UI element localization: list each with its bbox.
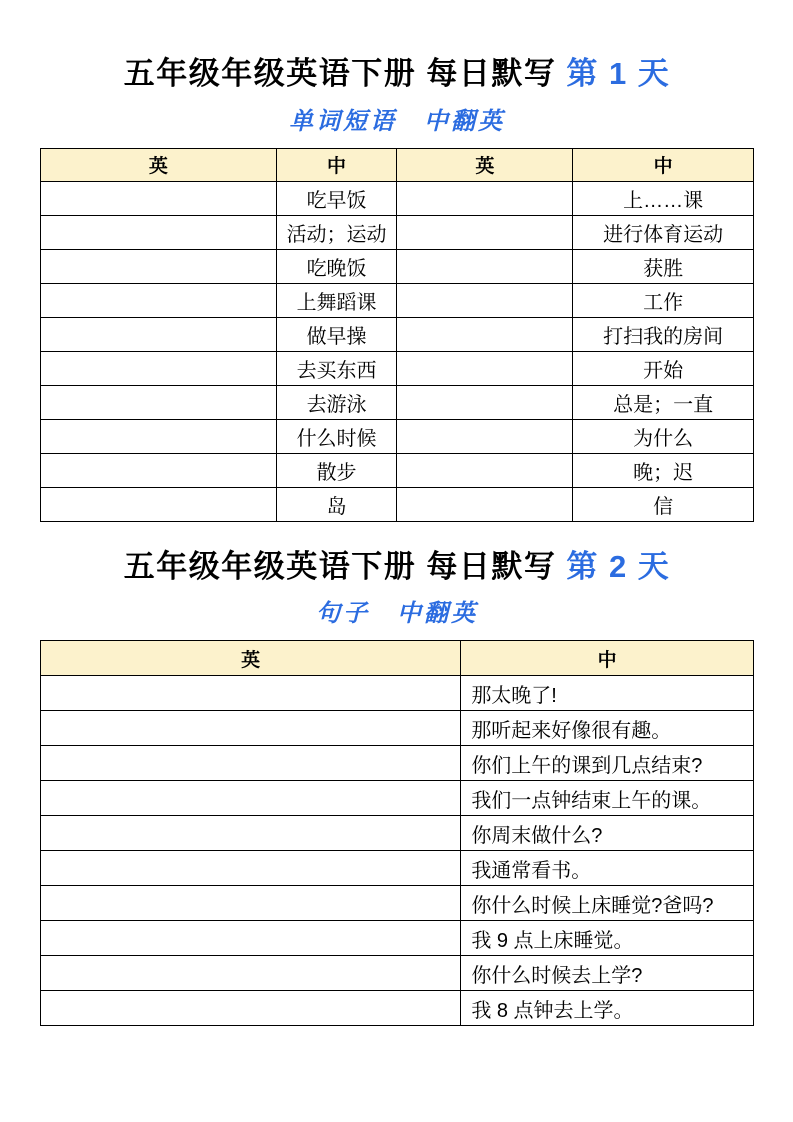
chinese-prompt-cell: 去买东西 xyxy=(276,351,397,385)
table-row xyxy=(41,419,754,453)
table-row xyxy=(41,181,754,215)
english-answer-cell xyxy=(397,385,573,419)
english-answer-cell xyxy=(41,317,277,351)
english-answer-cell xyxy=(41,385,277,419)
english-answer-cell xyxy=(397,181,573,215)
english-answer-cell xyxy=(41,816,461,851)
chinese-prompt-cell: 我 8 点钟去上学。 xyxy=(461,991,754,1026)
chinese-prompt-cell: 总是；一直 xyxy=(573,385,754,419)
table-row xyxy=(41,851,754,886)
day1-title-day-badge: 第 1 天 xyxy=(566,56,671,91)
chinese-prompt-cell: 晚；迟 xyxy=(573,453,754,487)
day1-subtitle: 单词短语 中翻英 xyxy=(289,108,505,135)
table-row xyxy=(41,351,754,385)
chinese-prompt-cell: 岛 xyxy=(276,487,397,521)
table-row xyxy=(41,956,754,991)
table-row xyxy=(41,746,754,781)
day2-title-text: 五年级年级英语下册 每日默写 xyxy=(123,548,557,584)
chinese-prompt-cell: 开始 xyxy=(573,351,754,385)
english-answer-cell xyxy=(41,711,461,746)
col-header-chinese: 中 xyxy=(573,148,754,181)
day1-words-table xyxy=(40,148,754,522)
table-row xyxy=(41,886,754,921)
english-answer-cell xyxy=(41,487,277,521)
chinese-prompt-cell: 那听起来好像很有趣。 xyxy=(461,711,754,746)
english-answer-cell xyxy=(397,419,573,453)
english-answer-cell xyxy=(41,851,461,886)
chinese-prompt-cell: 吃晚饭 xyxy=(276,249,397,283)
day1-table-header-row xyxy=(41,148,754,181)
english-answer-cell xyxy=(397,215,573,249)
english-answer-cell xyxy=(397,487,573,521)
chinese-prompt-cell: 我通常看书。 xyxy=(461,851,754,886)
english-answer-cell xyxy=(41,453,277,487)
day1-title-text: 五年级年级英语下册 每日默写 xyxy=(123,56,557,91)
table-row xyxy=(41,249,754,283)
english-answer-cell xyxy=(41,215,277,249)
chinese-prompt-cell: 你们上午的课到几点结束? xyxy=(461,746,754,781)
chinese-prompt-cell: 什么时候 xyxy=(276,419,397,453)
table-row xyxy=(41,215,754,249)
col-header-english: 英 xyxy=(41,641,461,676)
chinese-prompt-cell: 我们一点钟结束上午的课。 xyxy=(461,781,754,816)
chinese-prompt-cell: 进行体育运动 xyxy=(573,215,754,249)
day1-title xyxy=(40,56,754,92)
col-header-english: 英 xyxy=(41,148,277,181)
day2-title-day-badge: 第 2 天 xyxy=(566,548,671,584)
table-row xyxy=(41,816,754,851)
col-header-english: 英 xyxy=(397,148,573,181)
chinese-prompt-cell: 你什么时候去上学? xyxy=(461,956,754,991)
chinese-prompt-cell: 工作 xyxy=(573,283,754,317)
english-answer-cell xyxy=(397,249,573,283)
chinese-prompt-cell: 上……课 xyxy=(573,181,754,215)
table-row xyxy=(41,283,754,317)
day1-section xyxy=(40,56,754,522)
chinese-prompt-cell: 去游泳 xyxy=(276,385,397,419)
chinese-prompt-cell: 信 xyxy=(573,487,754,521)
english-answer-cell xyxy=(397,317,573,351)
chinese-prompt-cell: 你周末做什么? xyxy=(461,816,754,851)
chinese-prompt-cell: 吃早饭 xyxy=(276,181,397,215)
table-row xyxy=(41,921,754,956)
day2-title xyxy=(40,549,754,585)
chinese-prompt-cell: 获胜 xyxy=(573,249,754,283)
english-answer-cell xyxy=(41,283,277,317)
chinese-prompt-cell: 打扫我的房间 xyxy=(573,317,754,351)
english-answer-cell xyxy=(41,781,461,816)
chinese-prompt-cell: 散步 xyxy=(276,453,397,487)
english-answer-cell xyxy=(41,181,277,215)
english-answer-cell xyxy=(41,956,461,991)
table-row xyxy=(41,317,754,351)
english-answer-cell xyxy=(41,249,277,283)
chinese-prompt-cell: 你什么时候上床睡觉?爸吗? xyxy=(461,886,754,921)
col-header-chinese: 中 xyxy=(461,641,754,676)
chinese-prompt-cell: 我 9 点上床睡觉。 xyxy=(461,921,754,956)
english-answer-cell xyxy=(41,886,461,921)
english-answer-cell xyxy=(41,676,461,711)
english-answer-cell xyxy=(41,746,461,781)
english-answer-cell xyxy=(41,921,461,956)
chinese-prompt-cell: 上舞蹈课 xyxy=(276,283,397,317)
day2-section xyxy=(40,549,754,1027)
chinese-prompt-cell: 做早操 xyxy=(276,317,397,351)
day2-table-header-row xyxy=(41,641,754,676)
day2-subtitle: 句子 中翻英 xyxy=(316,601,478,628)
english-answer-cell xyxy=(41,419,277,453)
english-answer-cell xyxy=(41,991,461,1026)
chinese-prompt-cell: 那太晚了! xyxy=(461,676,754,711)
table-row xyxy=(41,991,754,1026)
day2-sentences-table xyxy=(40,640,754,1026)
table-row xyxy=(41,385,754,419)
col-header-chinese: 中 xyxy=(276,148,397,181)
table-row xyxy=(41,711,754,746)
table-row xyxy=(41,781,754,816)
table-row xyxy=(41,453,754,487)
table-row xyxy=(41,676,754,711)
chinese-prompt-cell: 活动；运动 xyxy=(276,215,397,249)
english-answer-cell xyxy=(397,283,573,317)
english-answer-cell xyxy=(41,351,277,385)
english-answer-cell xyxy=(397,453,573,487)
chinese-prompt-cell: 为什么 xyxy=(573,419,754,453)
table-row xyxy=(41,487,754,521)
english-answer-cell xyxy=(397,351,573,385)
